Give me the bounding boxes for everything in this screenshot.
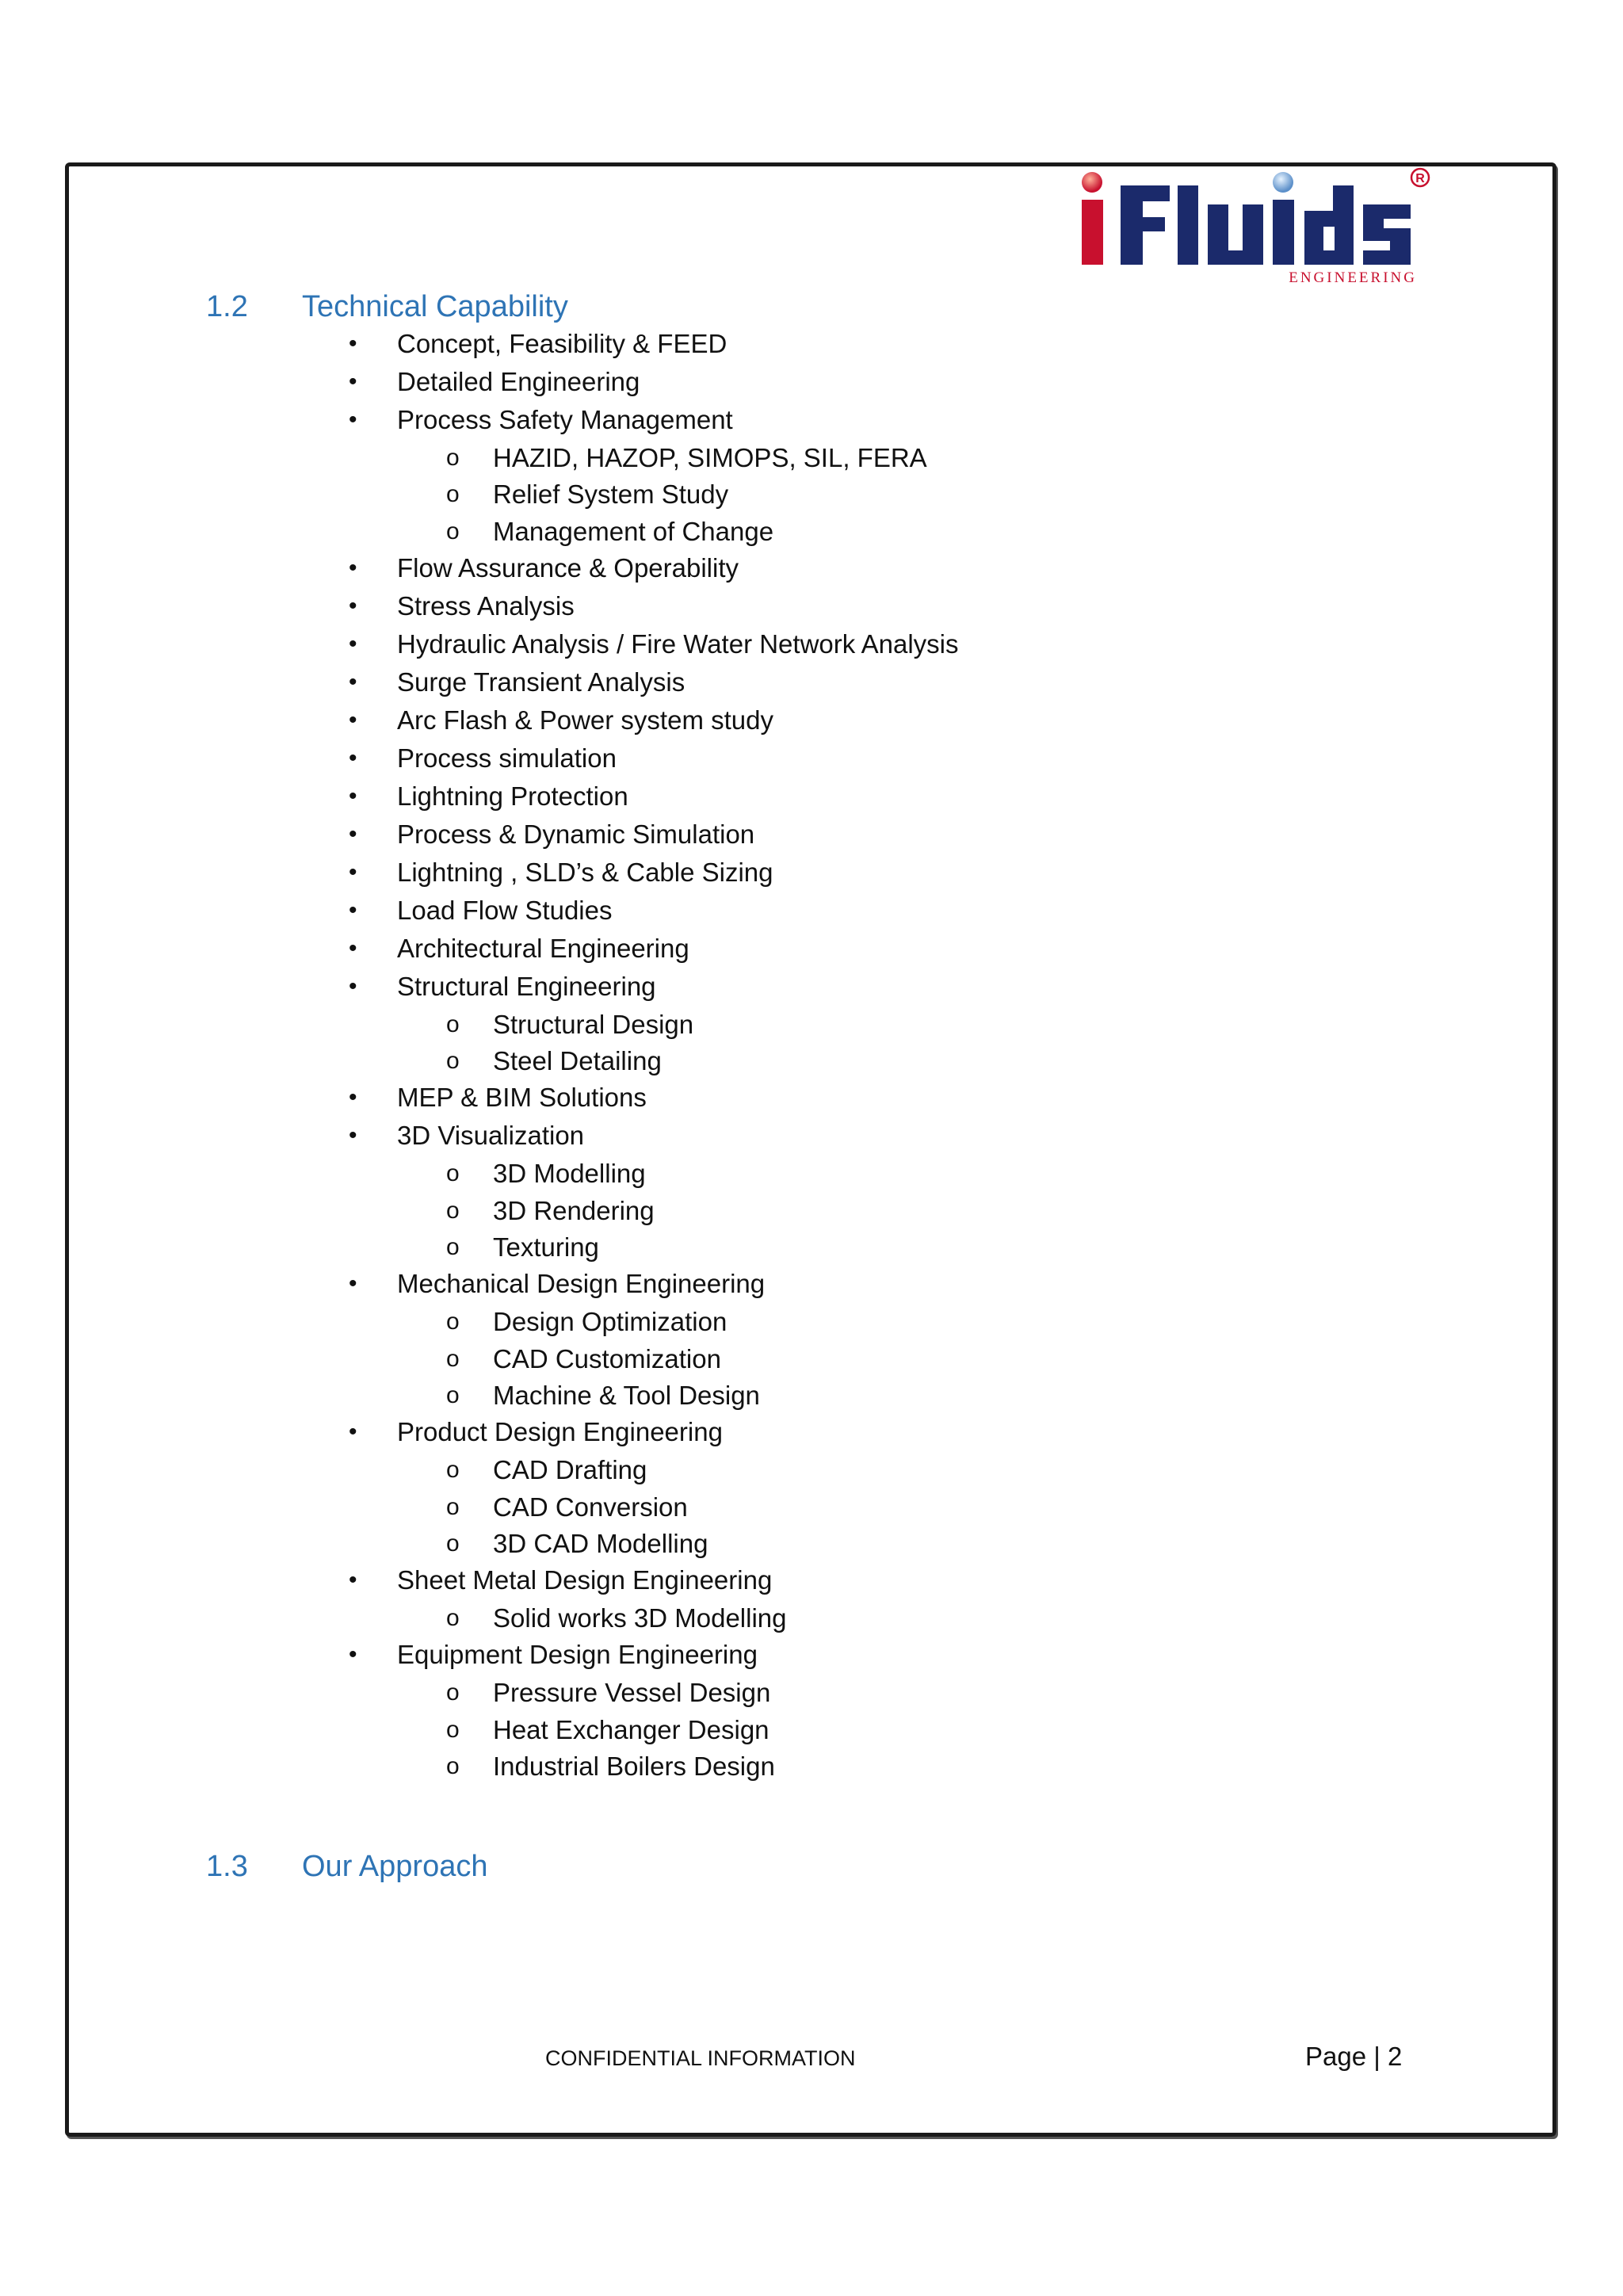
svg-text:R: R xyxy=(1415,172,1425,185)
circle-bullet-icon: o xyxy=(446,1493,460,1520)
sub-list-item xyxy=(0,1525,1109,1561)
circle-bullet-icon: o xyxy=(446,1530,460,1557)
list-item xyxy=(0,1413,1109,1451)
list-item-text: Process Safety Management xyxy=(397,405,733,434)
list-item xyxy=(0,1265,1109,1303)
bullet-icon: • xyxy=(349,744,357,771)
list-item xyxy=(0,777,1109,816)
list-item xyxy=(0,816,1109,854)
svg-text:ENGINEERING: ENGINEERING xyxy=(1289,269,1417,285)
sub-list-item xyxy=(0,439,1109,476)
list-item-text: MEP & BIM Solutions xyxy=(397,1083,647,1113)
list-item xyxy=(0,1079,1109,1117)
circle-bullet-icon: o xyxy=(446,1345,460,1372)
circle-bullet-icon: o xyxy=(446,1048,460,1075)
list-item xyxy=(0,587,1109,625)
circle-bullet-icon: o xyxy=(446,1679,460,1706)
list-item-text: Load Flow Studies xyxy=(397,895,613,925)
bullet-icon: • xyxy=(349,330,357,357)
circle-bullet-icon: o xyxy=(446,1234,460,1261)
bullet-icon: • xyxy=(349,1122,357,1149)
list-item-text: Relief System Study xyxy=(493,479,729,510)
circle-bullet-icon: o xyxy=(446,1381,460,1408)
list-item xyxy=(0,549,1109,587)
ifluids-logo xyxy=(1075,165,1434,285)
list-item-text: Machine & Tool Design xyxy=(493,1380,760,1410)
bullet-icon: • xyxy=(349,630,357,657)
sub-list-item xyxy=(0,1155,1109,1191)
list-item-text: CAD Drafting xyxy=(493,1455,647,1485)
list-item-text: Structural Engineering xyxy=(397,971,656,1001)
bullet-icon: • xyxy=(349,896,357,923)
bullet-icon: • xyxy=(349,668,357,695)
bullet-icon: • xyxy=(349,554,357,581)
circle-bullet-icon: o xyxy=(446,1010,460,1037)
list-item-text: Process simulation xyxy=(397,743,617,773)
list-item xyxy=(0,1117,1109,1155)
bullet-icon: • xyxy=(349,592,357,619)
list-item-text: Process & Dynamic Simulation xyxy=(397,819,755,849)
sub-list-item xyxy=(0,476,1109,512)
footer-confidential-label: CONFIDENTIAL INFORMATION xyxy=(545,2046,856,2070)
section-number: 1.3 xyxy=(206,1850,248,1883)
section-title: Our Approach xyxy=(302,1850,488,1883)
list-item-text: 3D Visualization xyxy=(397,1121,585,1151)
circle-bullet-icon: o xyxy=(446,1160,460,1187)
circle-bullet-icon: o xyxy=(446,1308,460,1335)
list-item-text: Equipment Design Engineering xyxy=(397,1640,758,1670)
list-item-text: Sheet Metal Design Engineering xyxy=(397,1565,773,1595)
list-item xyxy=(0,739,1109,777)
sub-list-item xyxy=(0,1488,1109,1525)
bullet-icon: • xyxy=(349,1641,357,1668)
sub-list-item xyxy=(0,1340,1109,1377)
list-item-text: Structural Design xyxy=(493,1009,694,1039)
list-item-text: 3D Modelling xyxy=(493,1159,646,1189)
list-item xyxy=(0,1561,1109,1599)
sub-list-item xyxy=(0,1228,1109,1265)
bullet-icon: • xyxy=(349,1084,357,1111)
list-item xyxy=(0,892,1109,930)
sub-list-item xyxy=(0,1377,1109,1413)
technical-capability-list xyxy=(0,325,1109,1784)
list-item-text: Product Design Engineering xyxy=(397,1417,723,1447)
sub-list-item xyxy=(0,1451,1109,1488)
section-heading-technical-capability xyxy=(206,290,568,324)
list-item-text: Concept, Feasibility & FEED xyxy=(397,329,727,358)
list-item-text: CAD Customization xyxy=(493,1343,721,1373)
list-item xyxy=(0,325,1109,363)
bullet-icon: • xyxy=(349,1419,357,1446)
section-heading-our-approach xyxy=(206,1850,487,1884)
sub-list-item xyxy=(0,1006,1109,1042)
bullet-icon: • xyxy=(349,782,357,809)
section-title: Technical Capability xyxy=(302,290,568,323)
list-item xyxy=(0,663,1109,701)
bullet-icon: • xyxy=(349,1567,357,1594)
sub-list-item xyxy=(0,1711,1109,1748)
list-item xyxy=(0,930,1109,968)
list-item-text: Heat Exchanger Design xyxy=(493,1714,769,1744)
list-item-text: Architectural Engineering xyxy=(397,933,689,963)
circle-bullet-icon: o xyxy=(446,518,460,544)
list-item-text: Solid works 3D Modelling xyxy=(493,1603,787,1633)
circle-bullet-icon: o xyxy=(446,1753,460,1780)
bullet-icon: • xyxy=(349,706,357,733)
bullet-icon: • xyxy=(349,1270,357,1297)
bullet-icon: • xyxy=(349,934,357,961)
list-item-text: Surge Transient Analysis xyxy=(397,667,685,697)
footer-page-number: Page | 2 xyxy=(1305,2042,1403,2071)
bullet-icon: • xyxy=(349,407,357,433)
list-item-text: Management of Change xyxy=(493,516,774,546)
bullet-icon: • xyxy=(349,820,357,847)
list-item xyxy=(0,701,1109,739)
bullet-icon: • xyxy=(349,369,357,395)
list-item xyxy=(0,401,1109,439)
bullet-icon: • xyxy=(349,972,357,999)
list-item-text: Design Optimization xyxy=(493,1307,727,1337)
sub-list-item xyxy=(0,1303,1109,1339)
sub-list-item xyxy=(0,1748,1109,1784)
list-item-text: Flow Assurance & Operability xyxy=(397,552,739,583)
sub-list-item xyxy=(0,1042,1109,1079)
list-item-text: Industrial Boilers Design xyxy=(493,1752,775,1782)
sub-list-item xyxy=(0,1192,1109,1228)
list-item-text: Stress Analysis xyxy=(397,590,575,621)
sub-list-item xyxy=(0,513,1109,549)
circle-bullet-icon: o xyxy=(446,1716,460,1743)
sub-list-item xyxy=(0,1599,1109,1636)
list-item-text: Texturing xyxy=(493,1232,599,1263)
list-item-text: Pressure Vessel Design xyxy=(493,1678,771,1708)
circle-bullet-icon: o xyxy=(446,445,460,471)
list-item-text: Lightning Protection xyxy=(397,781,628,811)
list-item-text: 3D Rendering xyxy=(493,1195,655,1225)
list-item xyxy=(0,854,1109,892)
list-item-text: 3D CAD Modelling xyxy=(493,1528,708,1558)
list-item-text: Arc Flash & Power system study xyxy=(397,705,773,735)
list-item-text: CAD Conversion xyxy=(493,1492,688,1522)
list-item-text: Lightning , SLD’s & Cable Sizing xyxy=(397,857,773,887)
circle-bullet-icon: o xyxy=(446,1605,460,1632)
list-item-text: Detailed Engineering xyxy=(397,367,640,396)
bullet-icon: • xyxy=(349,858,357,885)
section-number: 1.2 xyxy=(206,290,248,323)
list-item xyxy=(0,1636,1109,1674)
list-item xyxy=(0,625,1109,663)
list-item xyxy=(0,968,1109,1006)
circle-bullet-icon: o xyxy=(446,1197,460,1224)
list-item xyxy=(0,363,1109,401)
list-item-text: HAZID, HAZOP, SIMOPS, SIL, FERA xyxy=(493,443,927,472)
list-item-text: Steel Detailing xyxy=(493,1046,662,1076)
circle-bullet-icon: o xyxy=(446,1457,460,1484)
list-item-text: Mechanical Design Engineering xyxy=(397,1269,766,1299)
sub-list-item xyxy=(0,1674,1109,1710)
list-item-text: Hydraulic Analysis / Fire Water Network Analysis xyxy=(397,628,959,659)
circle-bullet-icon: o xyxy=(446,481,460,508)
